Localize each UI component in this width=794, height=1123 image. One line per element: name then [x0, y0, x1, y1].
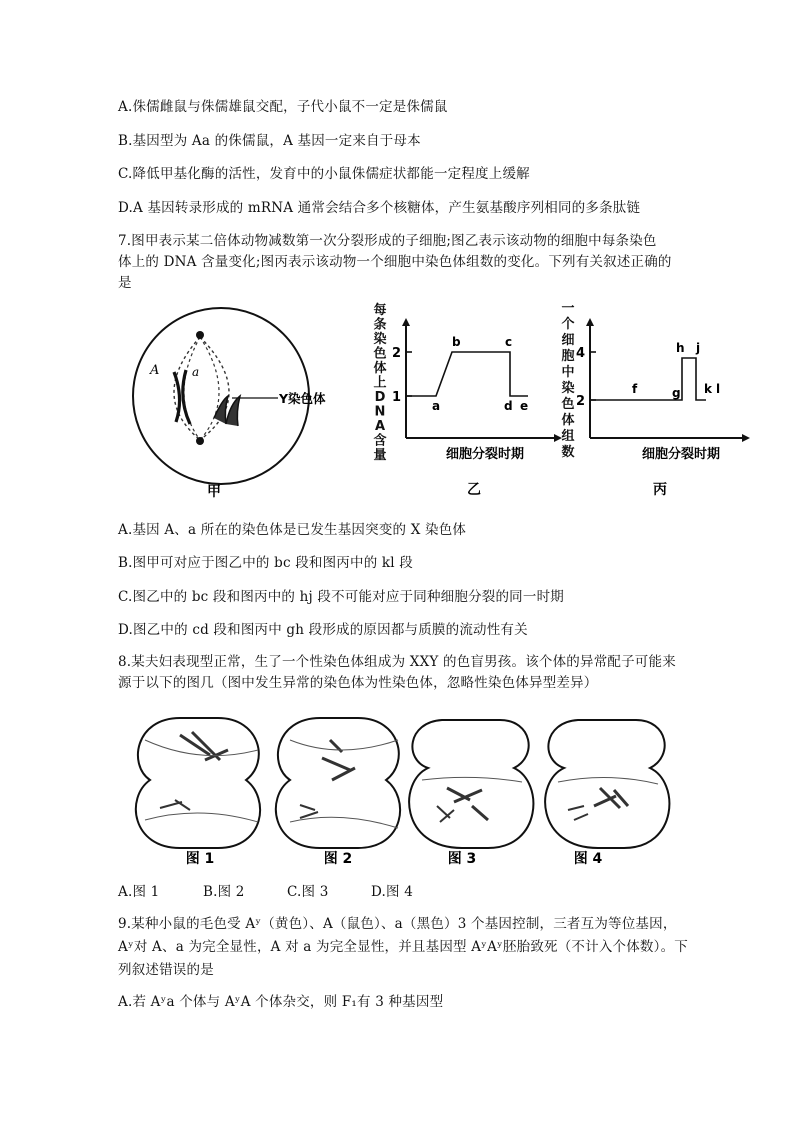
q8-figure-4: [545, 720, 669, 867]
q8-figures: [120, 710, 680, 870]
bing-point-f: f: [632, 382, 638, 396]
figure-bing-ylabel: [561, 301, 574, 460]
ylabel-char: 个: [561, 317, 575, 332]
q8-option-b: B.图 2: [203, 884, 245, 900]
q8-fig4-label: 图 4: [573, 851, 603, 867]
figure-jia: [128, 300, 368, 500]
ylabel-char: 含: [373, 433, 387, 449]
ylabel-char: 数: [561, 445, 575, 460]
ylabel-char: N: [374, 404, 386, 420]
q7-stem-line2: 体上的 DNA 含量变化;图丙表示该动物一个细胞中染色体组数的变化。下列有关叙述正确的: [118, 254, 672, 270]
ylabel-char: 体: [373, 361, 387, 376]
bing-point-l: l: [716, 382, 721, 396]
ylabel-char: 染: [561, 381, 575, 396]
q8-option-a: A.图 1: [118, 884, 160, 900]
bing-point-h: h: [676, 341, 685, 355]
yi-tick-2: 2: [392, 346, 402, 361]
q8-fig1-label: 图 1: [185, 851, 215, 867]
figure-yi-ylabel: [373, 302, 386, 463]
figure-bing: [556, 300, 756, 500]
yi-point-b: b: [452, 335, 461, 349]
gene-a-label: a: [192, 365, 200, 379]
yi-tick-1: 1: [392, 390, 402, 405]
ylabel-char: 每: [373, 303, 387, 318]
q9-stem-line3: 列叙述错误的是: [118, 962, 214, 978]
figure-jia-caption: 甲: [207, 484, 221, 500]
q8-figure-1: [136, 718, 260, 867]
yi-point-a: a: [432, 399, 441, 413]
bing-xlabel: 细胞分裂时期: [642, 447, 721, 462]
ylabel-char: 色: [373, 346, 387, 362]
yi-point-c: c: [505, 335, 513, 349]
figure-yi: [366, 300, 566, 500]
figure-yi-caption: 乙: [467, 482, 481, 498]
q7-option-c: C.图乙中的 bc 段和图丙中的 hj 段不可能对应于同种细胞分裂的同一时期: [118, 589, 564, 605]
yi-point-d: d: [504, 399, 513, 413]
gene-A-label: A: [150, 363, 160, 378]
q9-option-a: A.若 Aʸa 个体与 AʸA 个体杂交，则 F₁有 3 种基因型: [118, 994, 444, 1010]
ylabel-char: 色: [561, 397, 575, 412]
ylabel-char: A: [374, 419, 386, 434]
q7-option-d: D.图乙中的 cd 段和图丙中 gh 段形成的原因都与质膜的流动性有关: [118, 622, 528, 638]
ylabel-char: 组: [561, 429, 575, 444]
q8-figure-3: [409, 720, 533, 867]
y-chromosome-label: Y染色体: [279, 391, 326, 406]
q7-stem-line3: 是: [118, 275, 132, 291]
bing-point-g: g: [672, 386, 681, 400]
ylabel-char: 一: [561, 301, 575, 316]
q6-option-b: B.基因型为 Aa 的侏儒鼠，A 基因一定来自于母本: [118, 133, 421, 149]
q8-option-d: D.图 4: [371, 884, 414, 900]
q8-stem-line2: 源于以下的图几（图中发生异常的染色体为性染色体，忽略性染色体异型差异）: [118, 675, 598, 691]
q6-option-a: A.侏儒雌鼠与侏儒雄鼠交配，子代小鼠不一定是侏儒鼠: [118, 99, 448, 115]
q7-option-a: A.基因 A、a 所在的染色体是已发生基因突变的 X 染色体: [118, 522, 467, 538]
q9-stem-line2: Aʸ对 A、a 为完全显性，A 对 a 为完全显性，并且基因型 AʸAʸ胚胎致死（不计入个体数）。下: [118, 939, 688, 955]
q8-option-c: C.图 3: [287, 884, 329, 900]
ylabel-char: D: [374, 390, 386, 405]
yi-xlabel: 细胞分裂时期: [446, 447, 525, 462]
bing-tick-4: 4: [576, 346, 586, 361]
bing-point-j: j: [696, 341, 701, 355]
q8-fig3-label: 图 3: [447, 851, 477, 867]
yi-point-e: e: [520, 399, 529, 413]
q6-option-d: D.A 基因转录形成的 mRNA 通常会结合多个核糖体，产生氨基酸序列相同的多条肽链: [118, 200, 641, 216]
q8-figure-2: [276, 718, 400, 867]
figure-bing-caption: 丙: [653, 482, 667, 498]
ylabel-char: 中: [561, 365, 575, 380]
q7-option-b: B.图甲可对应于图乙中的 bc 段和图丙中的 kl 段: [118, 555, 413, 571]
q9-stem-line1: 9.某种小鼠的毛色受 Aʸ（黄色）、A（鼠色）、a（黑色）3 个基因控制，三者互为等位基因，: [118, 916, 677, 932]
bing-tick-2: 2: [576, 394, 586, 409]
ylabel-char: 条: [373, 317, 387, 333]
ylabel-char: 体: [561, 413, 575, 428]
ylabel-char: 染: [373, 332, 387, 347]
ylabel-char: 胞: [561, 349, 575, 364]
bing-point-k: k: [704, 382, 712, 396]
ylabel-char: 量: [373, 448, 387, 463]
q6-option-c: C.降低甲基化酶的活性，发育中的小鼠侏儒症状都能一定程度上缓解: [118, 166, 530, 182]
q7-stem-line1: 7.图甲表示某二倍体动物减数第一次分裂形成的子细胞;图乙表示该动物的细胞中每条染色: [118, 233, 657, 249]
ylabel-char: 上: [373, 375, 387, 391]
ylabel-char: 细: [561, 333, 575, 348]
q8-fig2-label: 图 2: [323, 851, 353, 867]
q8-stem-line1: 8.某夫妇表现型正常，生了一个性染色体组成为 XXY 的色盲男孩。该个体的异常配子可能来: [118, 654, 676, 670]
